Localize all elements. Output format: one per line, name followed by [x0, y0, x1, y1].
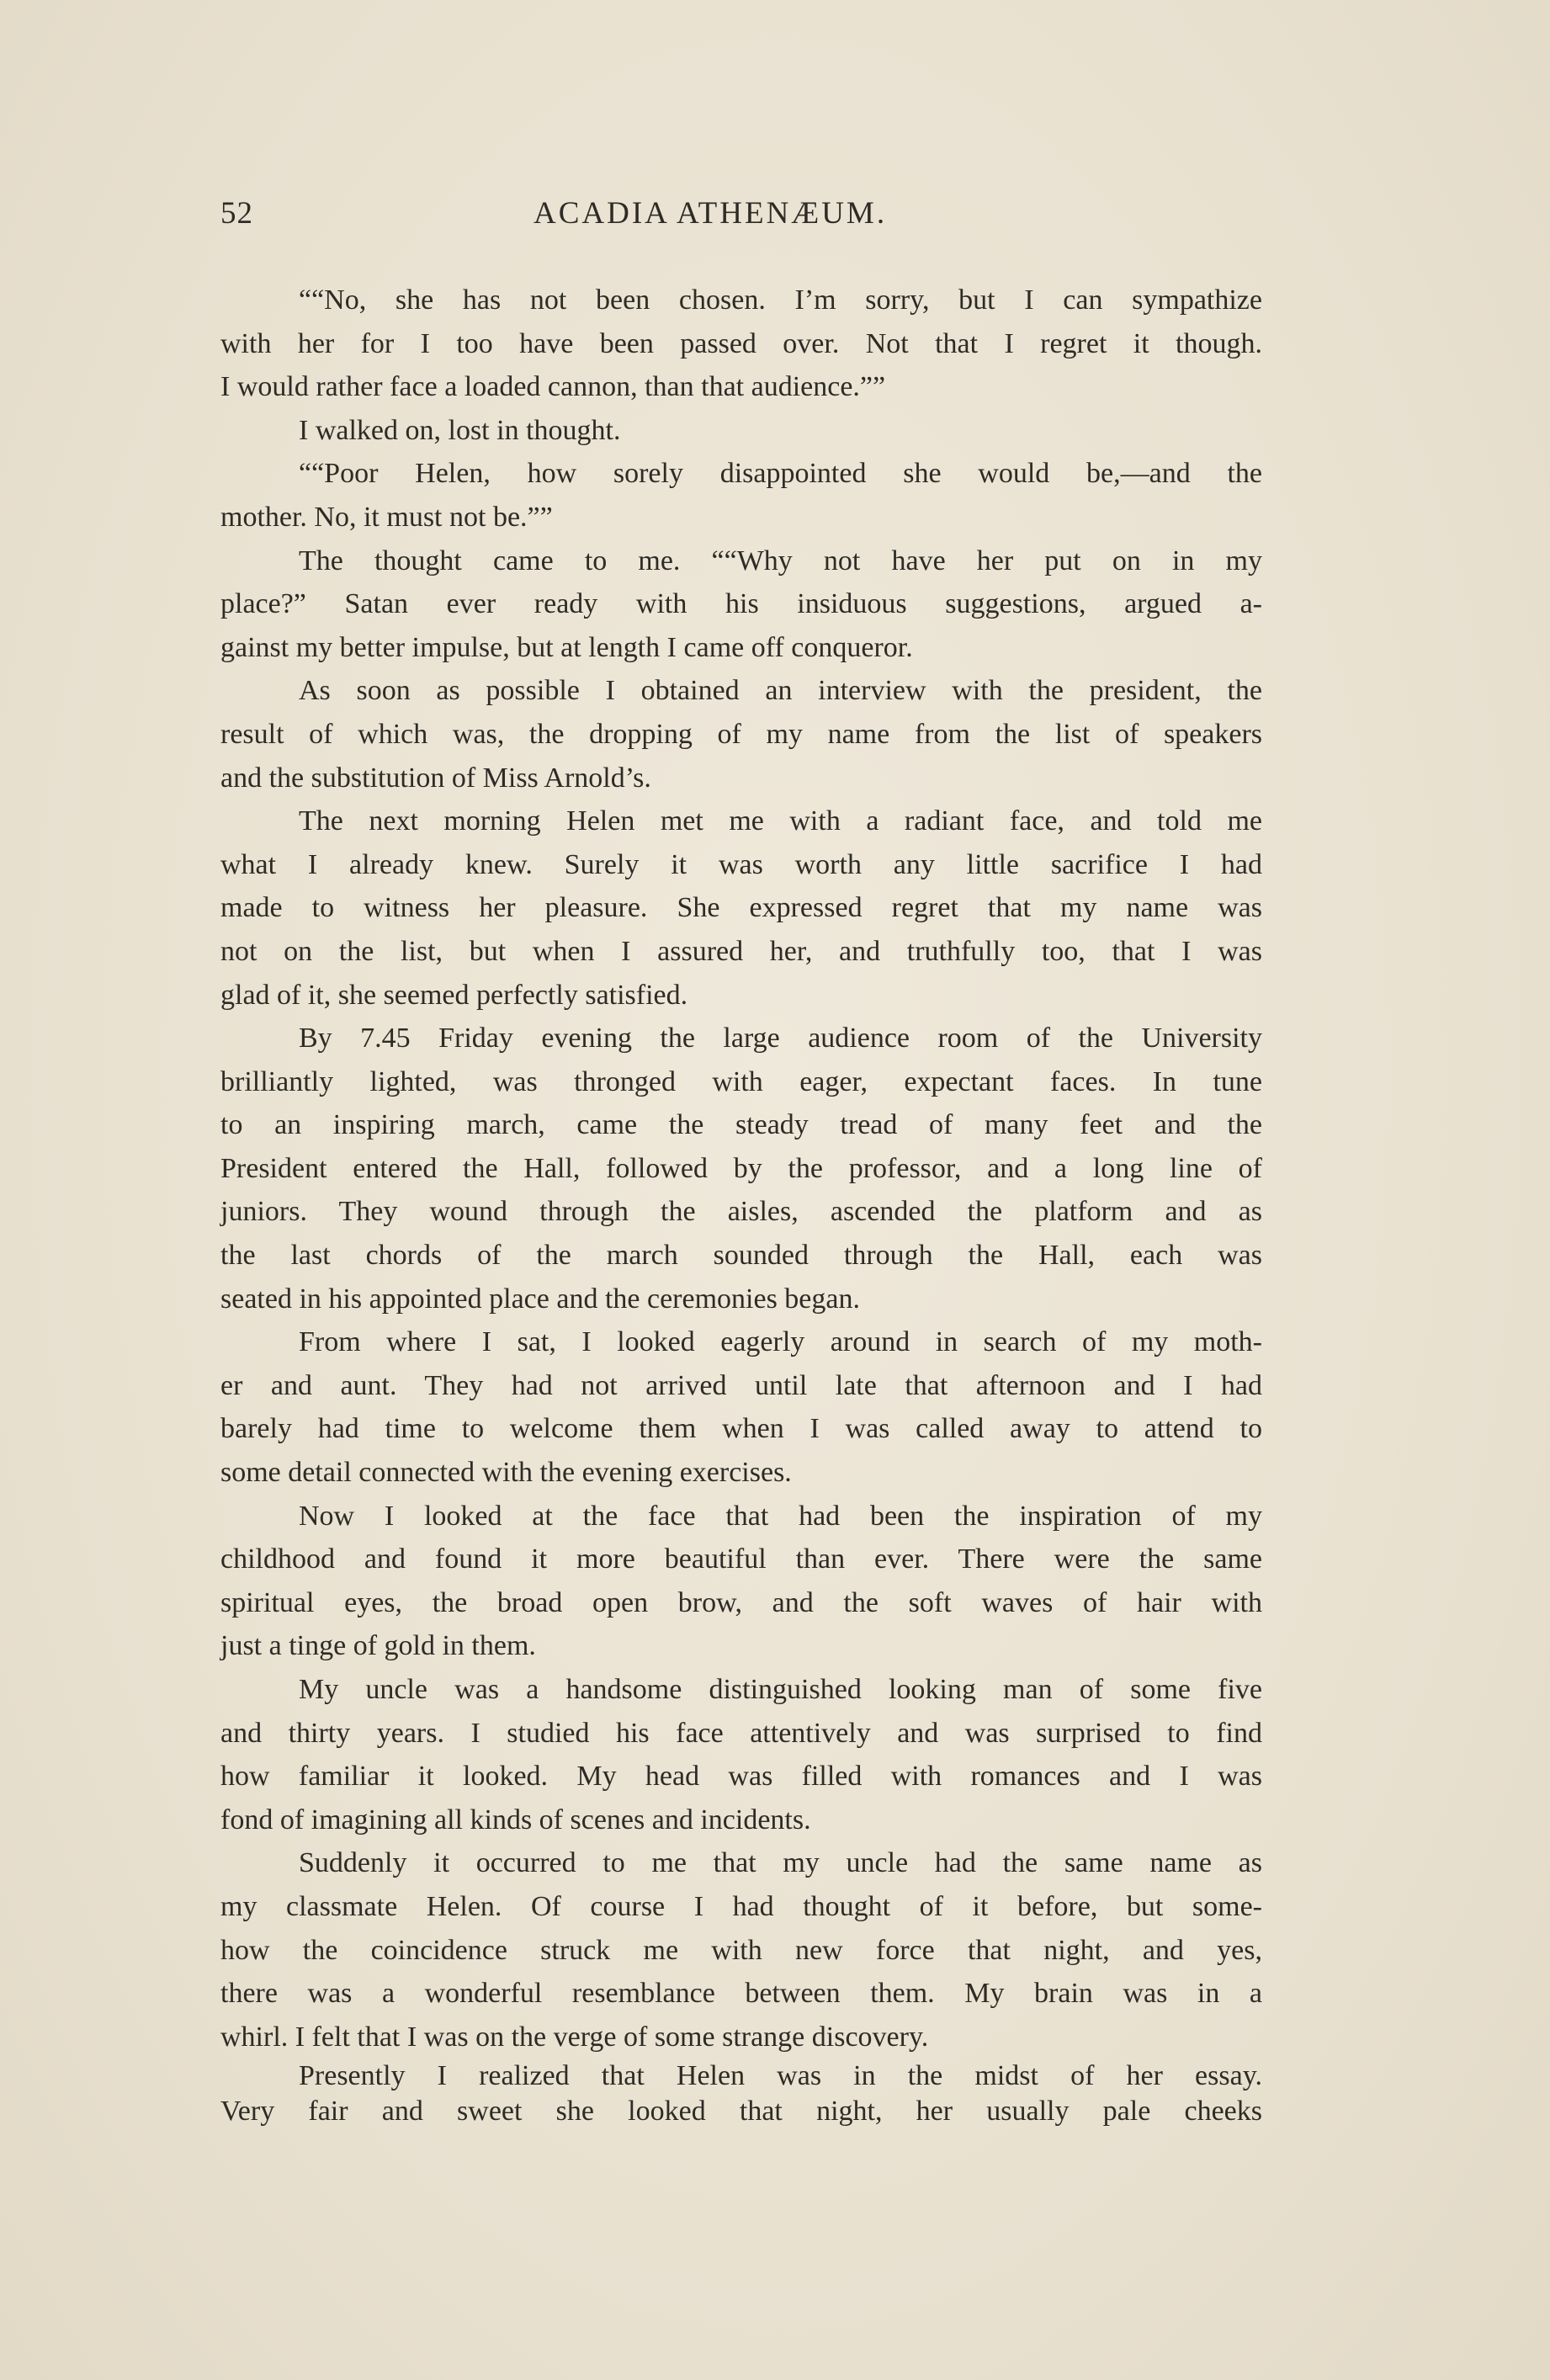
text-line: barely had time to welcome them when I was called away to attend to [220, 1413, 1262, 1445]
text-line: how the coincidence struck me with new force that night, and yes, [220, 1934, 1262, 1966]
text-line: juniors. They wound through the aisles, ascended the platform and as [220, 1196, 1262, 1228]
text-line: with her for I too have been passed over. Not that I regret it though. [220, 327, 1262, 359]
text-line: As soon as possible I obtained an interview with the president, the [299, 675, 1262, 707]
text-line: Now I looked at the face that had been the inspiration of my [299, 1500, 1262, 1532]
text-line: er and aunt. They had not arrived until late that afternoon and I had [220, 1369, 1262, 1401]
text-line: and thirty years. I studied his face attentively and was surprised to find [220, 1717, 1262, 1749]
text-line: fond of imagining all kinds of scenes and incidents. [220, 1804, 811, 1835]
text-line: Presently I realized that Helen was in the midst of her essay. [299, 2060, 1262, 2092]
text-line: result of which was, the dropping of my name from the list of speakers [220, 718, 1262, 750]
text-line: glad of it, she seemed perfectly satisfied. [220, 979, 688, 1011]
page-header [220, 195, 1314, 246]
body-text [220, 279, 1262, 2129]
text-line: I would rather face a loaded cannon, than that audience.”” [220, 371, 886, 403]
text-line: brilliantly lighted, was thronged with eager, expectant faces. In tune [220, 1065, 1262, 1097]
text-line: My uncle was a handsome distinguished looking man of some five [299, 1674, 1262, 1705]
text-line: not on the list, but when I assured her, and truthfully too, that I was [220, 935, 1262, 967]
text-line: By 7.45 Friday evening the large audience room of the University [299, 1023, 1262, 1055]
text-line: made to witness her pleasure. She expressed regret that my name was [220, 892, 1262, 924]
text-line: Suddenly it occurred to me that my uncle had the same name as [299, 1847, 1262, 1879]
text-line: how familiar it looked. My head was filled with romances and I was [220, 1761, 1262, 1793]
text-line: childhood and found it more beautiful than ever. There were the same [220, 1543, 1262, 1575]
text-line: place?” Satan ever ready with his insiduous suggestions, argued a- [220, 588, 1262, 620]
text-line: From where I sat, I looked eagerly around in search of my moth- [299, 1326, 1262, 1358]
text-line: to an inspiring march, came the steady tread of many feet and the [220, 1109, 1262, 1141]
text-line: the last chords of the march sounded through the Hall, each was [220, 1240, 1262, 1272]
running-title: ACADIA ATHENÆUM. [533, 196, 888, 231]
text-line: I walked on, lost in thought. [299, 414, 621, 446]
text-line: The thought came to me. ““Why not have her put on in my [299, 545, 1262, 576]
text-line: Very fair and sweet she looked that night, her usually pale cheeks [220, 2096, 1262, 2128]
text-line: some detail connected with the evening exercises. [220, 1457, 792, 1489]
text-line: what I already knew. Surely it was worth any little sacrifice I had [220, 848, 1262, 880]
text-line: and the substitution of Miss Arnold’s. [220, 762, 651, 794]
text-line: there was a wonderful resemblance between them. My brain was in a [220, 1978, 1262, 2010]
text-line: President entered the Hall, followed by the professor, and a long line of [220, 1152, 1262, 1184]
text-line: The next morning Helen met me with a radiant face, and told me [299, 805, 1262, 837]
text-line: just a tinge of gold in them. [220, 1630, 536, 1662]
text-line: whirl. I felt that I was on the verge of some strange discovery. [220, 2021, 929, 2053]
page-number: 52 [220, 196, 253, 231]
text-line: mother. No, it must not be.”” [220, 501, 553, 533]
text-line: ““No, she has not been chosen. I’m sorry, but I can sympathize [299, 284, 1262, 316]
text-line: spiritual eyes, the broad open brow, and the soft waves of hair with [220, 1586, 1262, 1618]
text-line: my classmate Helen. Of course I had thought of it before, but some- [220, 1890, 1262, 1922]
text-line: gainst my better impulse, but at length I came off conqueror. [220, 631, 913, 663]
text-line: seated in his appointed place and the ceremonies began. [220, 1283, 860, 1315]
text-line: ““Poor Helen, how sorely disappointed she would be,—and the [299, 458, 1262, 490]
